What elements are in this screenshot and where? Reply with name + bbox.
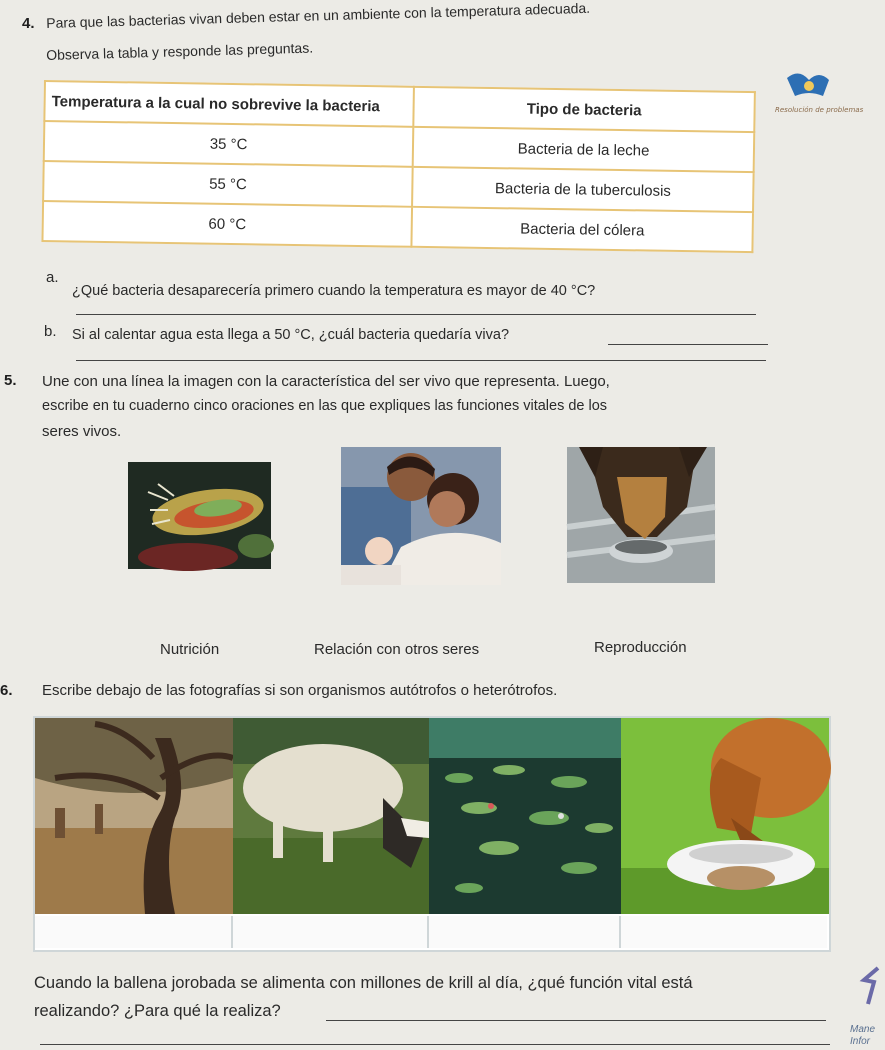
q4-number: 4. — [22, 15, 35, 32]
q4a-label: a. — [46, 269, 59, 286]
table-cell-type: Bacteria de la tuberculosis — [412, 167, 753, 212]
q4a-question: ¿Qué bacteria desaparecería primero cuando la temperatura es mayor de 40 °C? — [72, 283, 596, 299]
q6-number: 6. — [0, 682, 13, 699]
label-nutricion[interactable]: Nutrición — [160, 641, 220, 658]
dog-drinking-photo[interactable] — [567, 447, 715, 583]
sheep-photo — [233, 718, 429, 914]
table-cell-type: Bacteria del cólera — [412, 207, 753, 252]
q5-number: 5. — [4, 372, 17, 389]
answer-cell-tree[interactable] — [35, 916, 233, 948]
label-reproduccion[interactable]: Reproducción — [594, 639, 687, 656]
q7-line1: Cuando la ballena jorobada se alimenta con millones de krill al día, ¿qué función vital está — [34, 974, 693, 992]
corner-brand-line1: Mane — [850, 1024, 876, 1035]
logo-text: Resolución de problemas — [775, 106, 864, 114]
water-lilies-image — [429, 718, 621, 914]
tree-image — [35, 718, 233, 914]
q6-photo-grid — [33, 716, 831, 952]
sheep-image — [233, 718, 429, 914]
q6-instruction: Escribe debajo de las fotografías si son organismos autótrofos o heterótrofos. — [42, 682, 558, 699]
label-relacion[interactable]: Relación con otros seres — [314, 641, 480, 658]
q5-line3: seres vivos. — [42, 423, 122, 440]
family-photo[interactable] — [341, 447, 501, 585]
water-lilies-photo — [429, 718, 621, 914]
q4b-inline-blank[interactable] — [608, 344, 768, 345]
table-header-type: Tipo de bacteria — [413, 87, 754, 132]
table-cell-temperature: 35 °C — [44, 121, 414, 167]
answer-cell-sheep[interactable] — [233, 916, 429, 948]
tree-photo — [35, 718, 233, 914]
answer-cell-water-lilies[interactable] — [429, 916, 621, 948]
q4-intro-line1: Para que las bacterias vivan deben estar en un ambiente con la temperatura adecuada. — [46, 0, 591, 31]
q4b-answer-line[interactable] — [76, 360, 766, 361]
q5-line2: escribe en tu cuaderno cinco oraciones en las que expliques las funciones vitales de los — [42, 398, 608, 414]
table-cell-type: Bacteria de la leche — [413, 127, 754, 172]
q4-intro-line2: Observa la tabla y responde las preguntas. — [46, 39, 314, 63]
corner-brand-line2: Infor — [850, 1036, 871, 1047]
corner-arrow-icon — [858, 966, 882, 1006]
venus-flytrap-image — [128, 462, 271, 569]
family-image — [341, 447, 501, 585]
table-cell-temperature: 60 °C — [42, 201, 412, 247]
dog-eating-photo — [621, 718, 829, 914]
table-header-temperature: Temperatura a la cual no sobrevive la bacteria — [44, 81, 414, 127]
dog-drinking-image — [567, 447, 715, 583]
q7-line2: realizando? ¿Para qué la realiza? — [34, 1002, 281, 1020]
q7-inline-blank[interactable] — [326, 1020, 826, 1021]
answer-cell-dog[interactable] — [621, 916, 827, 948]
q4b-label: b. — [44, 323, 57, 340]
q4b-question: Si al calentar agua esta llega a 50 °C, ¿cuál bacteria quedaría viva? — [72, 327, 510, 343]
q4a-answer-line[interactable] — [76, 314, 756, 315]
problem-solving-logo — [773, 70, 864, 130]
bacteria-temperature-table — [41, 80, 755, 253]
venus-flytrap-photo[interactable] — [128, 462, 271, 569]
table-cell-temperature: 55 °C — [43, 161, 413, 207]
q7-answer-line[interactable] — [40, 1044, 830, 1045]
dog-eating-image — [621, 718, 829, 914]
q5-line1: Une con una línea la imagen con la característica del ser vivo que representa. Luego, — [42, 373, 610, 390]
